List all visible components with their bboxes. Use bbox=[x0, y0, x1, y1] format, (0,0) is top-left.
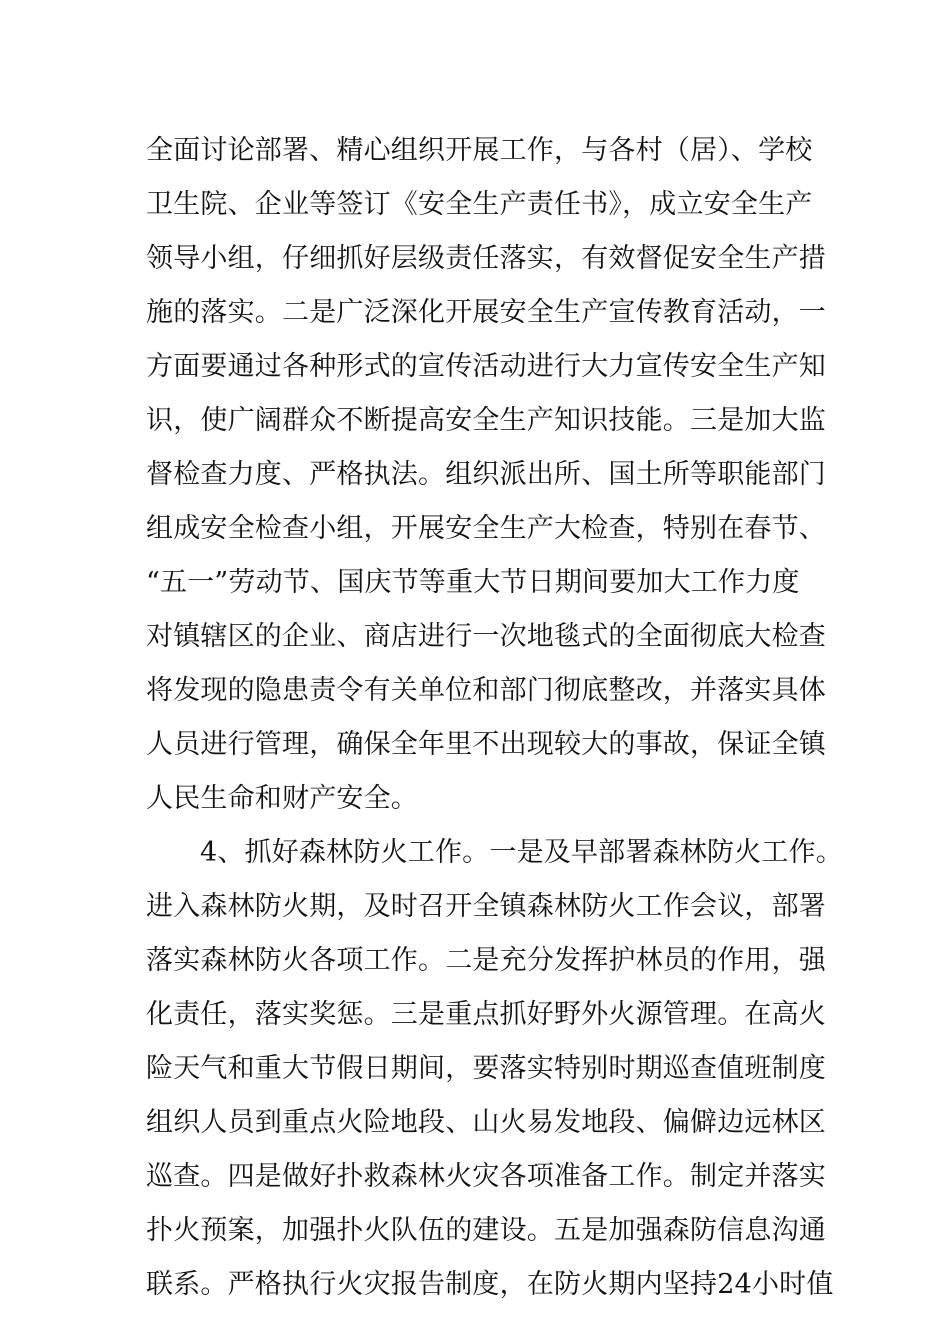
body-text bbox=[146, 124, 843, 1312]
text-line-8: 组成安全检查小组，开展安全生产大检查，特别在春节、 bbox=[146, 513, 826, 544]
text-line-15: 进入森林防火期，及时召开全镇森林防火工作会议，部署 bbox=[146, 891, 826, 922]
text-line-17: 化责任，落实奖惩。三是重点抓好野外火源管理。在高火 bbox=[146, 999, 826, 1030]
section-4-heading-line: 4、抓好森林防火工作。一是及早部署森林防火工作。 bbox=[200, 837, 843, 868]
text-line-19: 组织人员到重点火险地段、山火易发地段、偏僻边远林区 bbox=[146, 1107, 826, 1138]
text-line-16: 落实森林防火各项工作。二是充分发挥护林员的作用，强 bbox=[146, 945, 826, 976]
text-line-21: 扑火预案，加强扑火队伍的建设。五是加强森防信息沟通 bbox=[146, 1215, 826, 1246]
text-line-22: 联系。严格执行火灾报告制度，在防火期内坚持24小时值 bbox=[146, 1269, 834, 1300]
text-line-10: 对镇辖区的企业、商店进行一次地毯式的全面彻底大检查 bbox=[146, 621, 826, 652]
text-line-2: 卫生院、企业等签订《安全生产责任书》，成立安全生产 bbox=[146, 189, 813, 220]
text-line-7: 督检查力度、严格执法。组织派出所、国土所等职能部门 bbox=[146, 459, 826, 490]
text-line-3: 领导小组，仔细抓好层级责任落实，有效督促安全生产措 bbox=[146, 243, 826, 274]
text-line-18: 险天气和重大节假日期间，要落实特别时期巡查值班制度 bbox=[146, 1053, 826, 1084]
text-line-11: 将发现的隐患责令有关单位和部门彻底整改，并落实具体 bbox=[146, 675, 826, 706]
text-line-9: “五一”劳动节、国庆节等重大节日期间要加大工作力度 bbox=[146, 567, 800, 598]
text-line-13: 人民生命和财产安全。 bbox=[146, 783, 418, 814]
text-line-20: 巡查。四是做好扑救森林火灾各项准备工作。制定并落实 bbox=[146, 1161, 826, 1192]
text-line-4: 施的落实。二是广泛深化开展安全生产宣传教育活动，一 bbox=[146, 297, 826, 328]
text-line-6: 识，使广阔群众不断提高安全生产知识技能。三是加大监 bbox=[146, 405, 826, 436]
text-line-5: 方面要通过各种形式的宣传活动进行大力宣传安全生产知 bbox=[146, 351, 826, 382]
text-line-12: 人员进行管理，确保全年里不出现较大的事故，保证全镇 bbox=[146, 729, 826, 760]
text-line-1: 全面讨论部署、精心组织开展工作，与各村（居）、学校 bbox=[146, 135, 813, 166]
